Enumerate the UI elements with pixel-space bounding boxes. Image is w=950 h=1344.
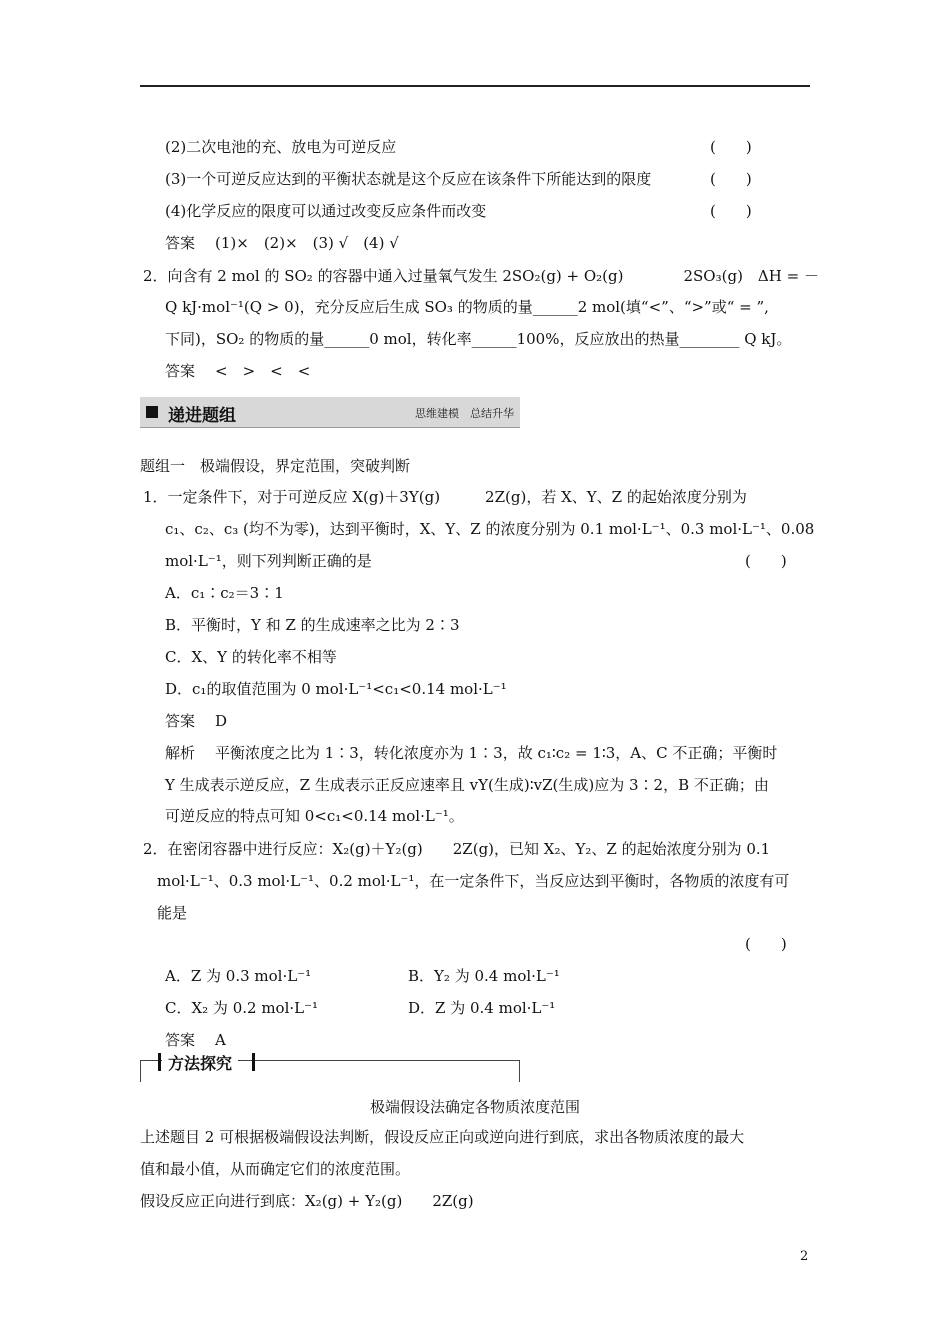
q2b-line-2: mol·L⁻¹、0.3 mol·L⁻¹、0.2 mol·L⁻¹，在一定条件下，当反应达到平衡时，各物质的浓度有可: [157, 872, 790, 890]
q2-line-1: 2．向含有 2 mol 的 SO₂ 的容器中通入过量氧气发生 2SO₂(g) + O₂(g) 2SO₃(g) ΔH = －: [143, 267, 819, 285]
q2b-answer-value: A: [215, 1031, 226, 1049]
square-bullet-icon: [146, 406, 158, 418]
g1-q1-paren: ( ): [745, 552, 787, 570]
method-line-1: 上述题目 2 可根据极端假设法判断，假设反应正向或逆向进行到底，求出各物质浓度的最大: [140, 1128, 745, 1146]
judge-answer-value: (1)× (2)× (3) √ (4) √: [215, 234, 399, 252]
method-left-cap: [140, 1060, 141, 1082]
g1-q1-line-2: c₁、c₂、c₃ (均不为零)，达到平衡时，X、Y、Z 的浓度分别为 0.1 mol·L⁻¹、0.3 mol·L⁻¹、0.08: [165, 520, 815, 538]
method-title: 极端假设法确定各物质浓度范围: [369, 1098, 580, 1116]
method-header: [140, 1053, 520, 1083]
method-bar-right-icon: [252, 1053, 255, 1071]
g1-analysis-line-2: Y 生成表示逆反应，Z 生成表示正反应速率且 vY(生成)∶vZ(生成)应为 3∶2，B 不正确；由: [165, 776, 769, 794]
g1-option-c: C．X、Y 的转化率不相等: [165, 648, 337, 666]
q2b-line-3: 能是: [157, 904, 188, 922]
g1-option-a: A．c₁∶c₂＝3∶1: [165, 584, 284, 602]
g1-analysis-label: 解析: [165, 744, 196, 762]
g1-option-b: B．平衡时，Y 和 Z 的生成速率之比为 2∶3: [165, 616, 460, 634]
g1-q1-line-3: mol·L⁻¹，则下列判断正确的是: [165, 552, 372, 570]
method-line-2: 值和最小值，从而确定它们的浓度范围。: [140, 1160, 411, 1178]
judge-item-2: (2)二次电池的充、放电为可逆反应: [165, 138, 397, 156]
section-header-bar: [140, 397, 520, 428]
method-right-cap: [519, 1060, 520, 1082]
g1-analysis-line-1: 平衡浓度之比为 1∶3，转化浓度亦为 1∶3，故 c₁∶c₂ = 1∶3，A、C 不正确；平衡时: [215, 744, 778, 762]
q2-answer-value: < > < <: [215, 362, 311, 380]
judge-item-2-paren: ( ): [710, 138, 752, 156]
section-subtitle: 思维建模 总结升华: [415, 407, 514, 420]
method-line-3: 假设反应正向进行到底：X₂(g) + Y₂(g) 2Z(g): [140, 1192, 474, 1210]
q2b-answer-label: 答案: [165, 1031, 196, 1049]
q2b-line-1: 2．在密闭容器中进行反应：X₂(g)＋Y₂(g) 2Z(g)，已知 X₂、Y₂、Z 的起始浓度分别为 0.1: [143, 840, 771, 858]
g1-analysis-line-3: 可逆反应的特点可知 0<c₁<0.14 mol·L⁻¹。: [165, 807, 464, 825]
g1-answer-value: D: [215, 712, 228, 730]
q2b-option-a: A．Z 为 0.3 mol·L⁻¹: [165, 967, 312, 985]
g1-q1-line-1: 1．一定条件下，对于可逆反应 X(g)＋3Y(g) 2Z(g)，若 X、Y、Z 的起始浓度分别为: [143, 488, 747, 506]
group1-heading: 题组一 极端假设，界定范围，突破判断: [140, 457, 411, 475]
q2b-option-b: B．Y₂ 为 0.4 mol·L⁻¹: [408, 967, 560, 985]
q2-line-2: Q kJ·mol⁻¹(Q > 0)，充分反应后生成 SO₃ 的物质的量______2 mol(填“<”、“>”或“ = ”,: [165, 298, 769, 316]
q2b-option-c: C．X₂ 为 0.2 mol·L⁻¹: [165, 999, 319, 1017]
method-bar-left-icon: [158, 1053, 161, 1071]
page-number: 2: [800, 1249, 809, 1264]
judge-item-4: (4)化学反应的限度可以通过改变反应条件而改变: [165, 202, 487, 220]
judge-answer-label: 答案: [165, 234, 196, 252]
q2b-option-d: D．Z 为 0.4 mol·L⁻¹: [408, 999, 556, 1017]
header-rule: [140, 85, 810, 87]
q2b-paren: ( ): [745, 935, 787, 953]
g1-answer-label: 答案: [165, 712, 196, 730]
q2-answer-label: 答案: [165, 362, 196, 380]
judge-item-4-paren: ( ): [710, 202, 752, 220]
g1-option-d: D．c₁的取值范围为 0 mol·L⁻¹<c₁<0.14 mol·L⁻¹: [165, 680, 507, 698]
q2-line-3: 下同)，SO₂ 的物质的量______0 mol，转化率______100%，反应放出的热量________ Q kJ。: [165, 330, 792, 348]
section-title: 递进题组: [168, 406, 236, 426]
judge-item-3: (3)一个可逆反应达到的平衡状态就是这个反应在该条件下所能达到的限度: [165, 170, 652, 188]
judge-item-3-paren: ( ): [710, 170, 752, 188]
method-label: 方法探究: [162, 1051, 238, 1074]
